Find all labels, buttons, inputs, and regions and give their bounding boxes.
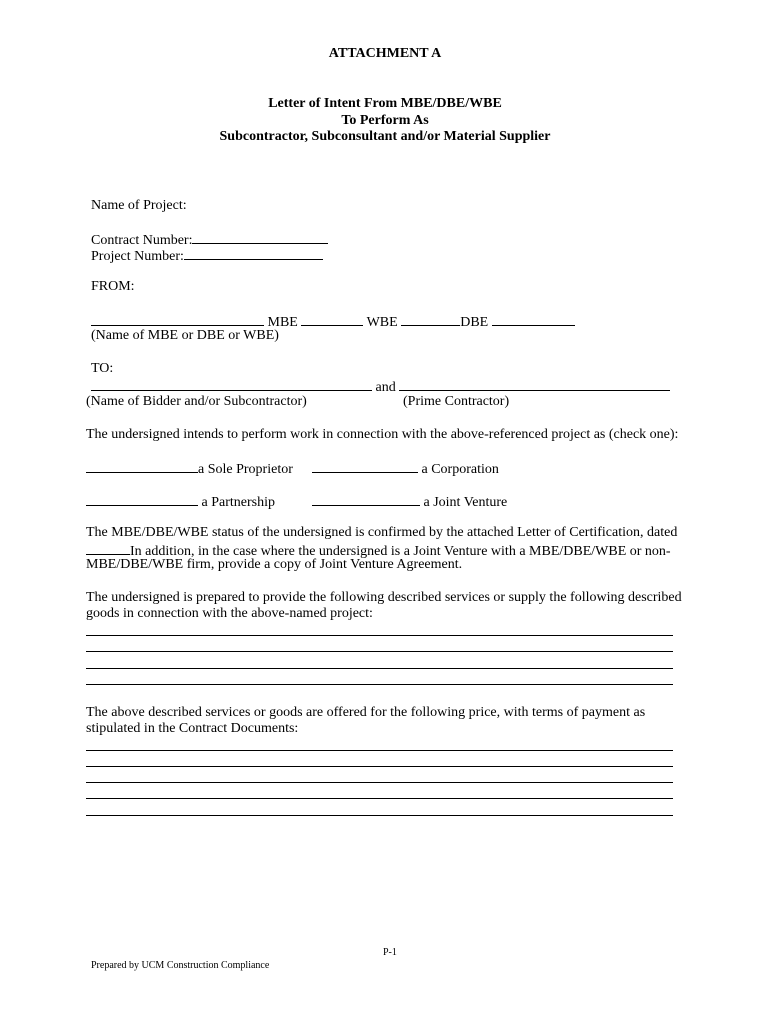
option-partnership [86, 492, 275, 511]
intent-text: The undersigned intends to perform work in connection with the above-referenced project as (check one): [86, 427, 679, 442]
from-name-caption: (Name of MBE or DBE or WBE) [91, 328, 279, 343]
page-number: P-1 [383, 947, 397, 958]
project-number-row [91, 246, 323, 265]
price-line-1: The above described services or goods are offered for the following price, with terms of payment as [86, 705, 646, 720]
status-line-3: MBE/DBE/WBE firm, provide a copy of Joint Venture Agreement. [86, 557, 463, 572]
services-blank-line[interactable] [86, 684, 673, 685]
contract-number-field[interactable] [192, 230, 328, 244]
services-blank-line[interactable] [86, 668, 673, 669]
services-line-2: goods in connection with the above-named project: [86, 606, 373, 621]
wbe-field[interactable] [401, 312, 460, 326]
dbe-field[interactable] [492, 312, 575, 326]
services-blank-line[interactable] [86, 651, 673, 652]
project-number-field[interactable] [184, 246, 323, 260]
mbe-label: MBE [267, 315, 298, 330]
mbe-field[interactable] [301, 312, 363, 326]
prime-caption: (Prime Contractor) [403, 394, 510, 409]
certification-date-field[interactable] [86, 541, 130, 555]
bidder-field[interactable] [91, 377, 372, 391]
prepared-by: Prepared by UCM Construction Compliance [91, 960, 270, 971]
attachment-heading: ATTACHMENT A [328, 46, 442, 61]
price-line-2: stipulated in the Contract Documents: [86, 721, 299, 736]
to-label: TO: [91, 361, 114, 376]
sole-proprietor-field[interactable] [86, 459, 198, 473]
bidder-caption: (Name of Bidder and/or Subcontractor) [86, 394, 307, 409]
corporation-field[interactable] [312, 459, 418, 473]
from-label: FROM: [91, 279, 135, 294]
option-sole-proprietor [86, 459, 293, 478]
and-label: and [375, 380, 396, 395]
status-line-2: In addition, in the case where the undersigned is a Joint Venture with a MBE/DBE/WBE or non- [130, 544, 671, 559]
title-line-3: Subcontractor, Subconsultant and/or Material Supplier [219, 129, 551, 144]
dbe-label: DBE [460, 315, 489, 330]
status-line-1: The MBE/DBE/WBE status of the undersigned is confirmed by the attached Letter of Certification, dated [86, 525, 678, 540]
corporation-label: a Corporation [421, 462, 499, 477]
partnership-field[interactable] [86, 492, 198, 506]
joint-venture-label: a Joint Venture [423, 495, 508, 510]
price-blank-line[interactable] [86, 815, 673, 816]
option-joint-venture [312, 492, 507, 511]
option-corporation [312, 459, 499, 478]
contract-number-label: Contract Number: [91, 233, 193, 248]
price-blank-line[interactable] [86, 798, 673, 799]
title-line-1: Letter of Intent From MBE/DBE/WBE [268, 96, 502, 111]
services-blank-line[interactable] [86, 635, 673, 636]
sole-proprietor-label: a Sole Proprietor [198, 462, 293, 477]
price-blank-line[interactable] [86, 750, 673, 751]
services-line-1: The undersigned is prepared to provide the following described services or supply the following described [86, 590, 682, 605]
partnership-label: a Partnership [201, 495, 275, 510]
from-name-field[interactable] [91, 312, 264, 326]
joint-venture-field[interactable] [312, 492, 420, 506]
project-number-label: Project Number: [91, 249, 184, 264]
prime-contractor-field[interactable] [399, 377, 670, 391]
wbe-label: WBE [366, 315, 398, 330]
price-blank-line[interactable] [86, 766, 673, 767]
project-name-label: Name of Project: [91, 198, 187, 213]
price-blank-line[interactable] [86, 782, 673, 783]
title-line-2: To Perform As [341, 113, 429, 128]
